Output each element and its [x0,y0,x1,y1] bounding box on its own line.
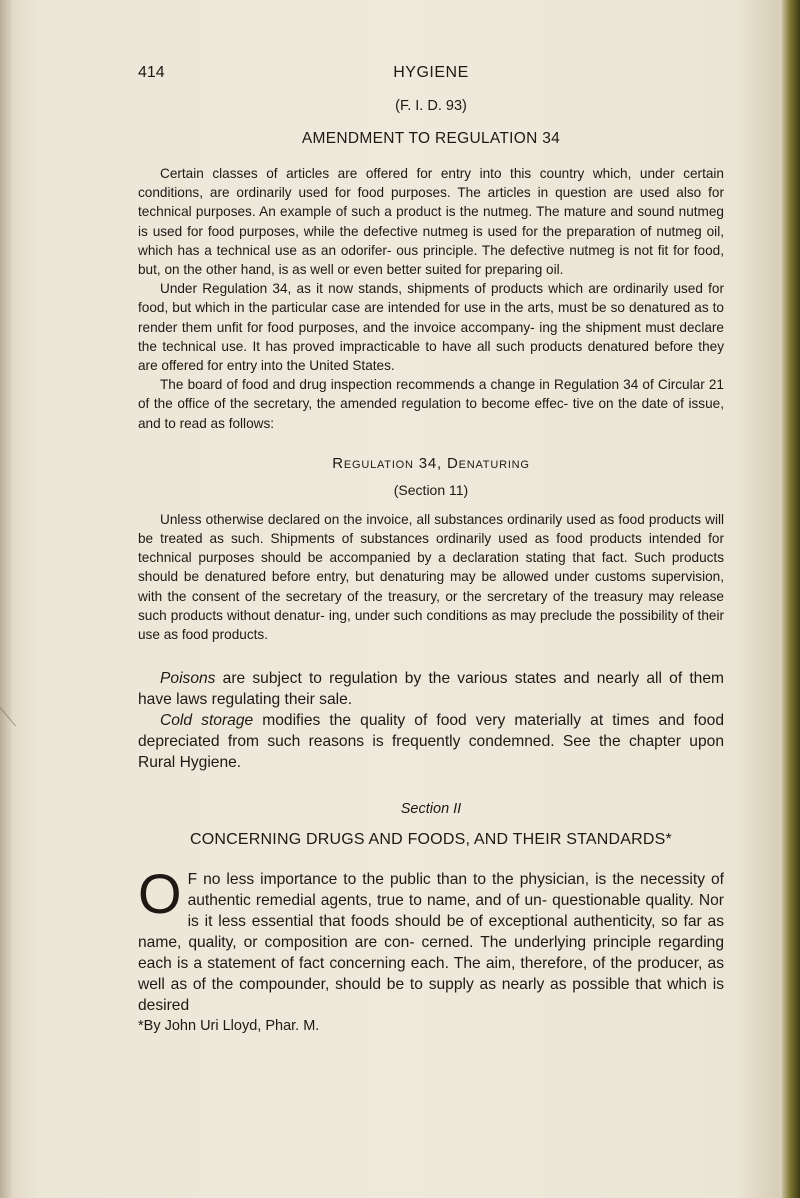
drop-cap: O [138,862,182,926]
book-binding-edge [782,0,800,1198]
running-title: HYGIENE [393,64,469,81]
cold-storage-text: modifies the quality of food very materially at times and food depreciated from such reasons is frequently condemned. See the chapter upon Rural Hygiene. [138,712,725,772]
intro-paragraph-2: Under Regulation 34, as it now stands, shipments of products which are ordinarily used for food, but which in the particular case are intended for use in the arts, must be so denatured as to render them unfit for food purposes, and the invoice accompany- ing the shipment must declare the technical use. It has proved impracticable to have all such products denatured before they are offered for entry into the United States. [138,281,724,374]
intro-section [138,164,724,433]
concerning-text: F no less importance to the public than to the physician, is the necessity of authentic remedial agents, true to name, and of un- questionable quality. Nor is it less essential that foods should be of exceptional authenticity, so far as name, quality, or composition are con- cerned. The underlying principle regarding each is a statement of fact concerning each. The aim, therefore, of the producer, as well as of the compounder, should be to supply as nearly as possible that which is desired [138,871,724,1015]
concerning-section [138,862,724,1035]
poisons-cold-storage-section [138,668,724,773]
page-gutter [0,0,12,1198]
cold-storage-term: Cold storage [160,712,254,730]
running-header [138,64,724,88]
poisons-term: Poisons [160,670,216,688]
regulation-text: Unless otherwise declared on the invoice, all substances ordinarily used as food products will be treated as such. Shipments of substances ordinarily used as food products intended for technical purposes should be accompanied by a declaration stating that fact. Such products should be denatured before entry, but denaturing may be allowed under customs supervision, with the consent of the secretary of the treasury, or the sercretary of the treasury may release such products without denatur- ing, under such conditions as may preclude the possibility of their use as food products. [138,511,724,643]
regulation-section [138,510,724,644]
cold-storage-paragraph [138,710,724,773]
regulation-heading: Regulation 34, Denaturing [332,454,530,472]
poisons-paragraph [138,668,724,710]
fid-label: (F. I. D. 93) [395,98,467,114]
section-heading: Section II [400,801,462,818]
intro-paragraph-3: The board of food and drug inspection recommends a change in Regulation 34 of Circular 21 of the office of the secretary, the amended regulation to become effec- tive on the date of issue, and to read as follows: [138,377,724,431]
poisons-text: are subject to regulation by the various states and nearly all of them have laws regulating their sale. [138,670,724,709]
section-label: (Section 11) [393,481,469,498]
footnote: *By John Uri Lloyd, Phar. M. [138,1018,320,1035]
page-number: 414 [138,64,165,81]
amendment-title: AMENDMENT TO REGULATION 34 [301,130,561,147]
intro-paragraph-1: Certain classes of articles are offered for entry into this country which, under certain conditions, are ordinarily used for food purposes. The articles in question are used also for technical purposes. An example of such a product is the nutmeg. The mature and sound nutmeg is used for food purposes, while the defective nutmeg is used for the preparation of nutmeg oil, which has a technical use as an odorifer- ous principle. The defective nutmeg is not fit for food, but, on the other hand, is as well or even better suited for preparing oil. [138,166,724,278]
concerning-paragraph [138,862,724,1016]
concerning-title: CONCERNING DRUGS AND FOODS, AND THEIR STANDARDS* [190,831,672,849]
page-text [138,64,724,1034]
